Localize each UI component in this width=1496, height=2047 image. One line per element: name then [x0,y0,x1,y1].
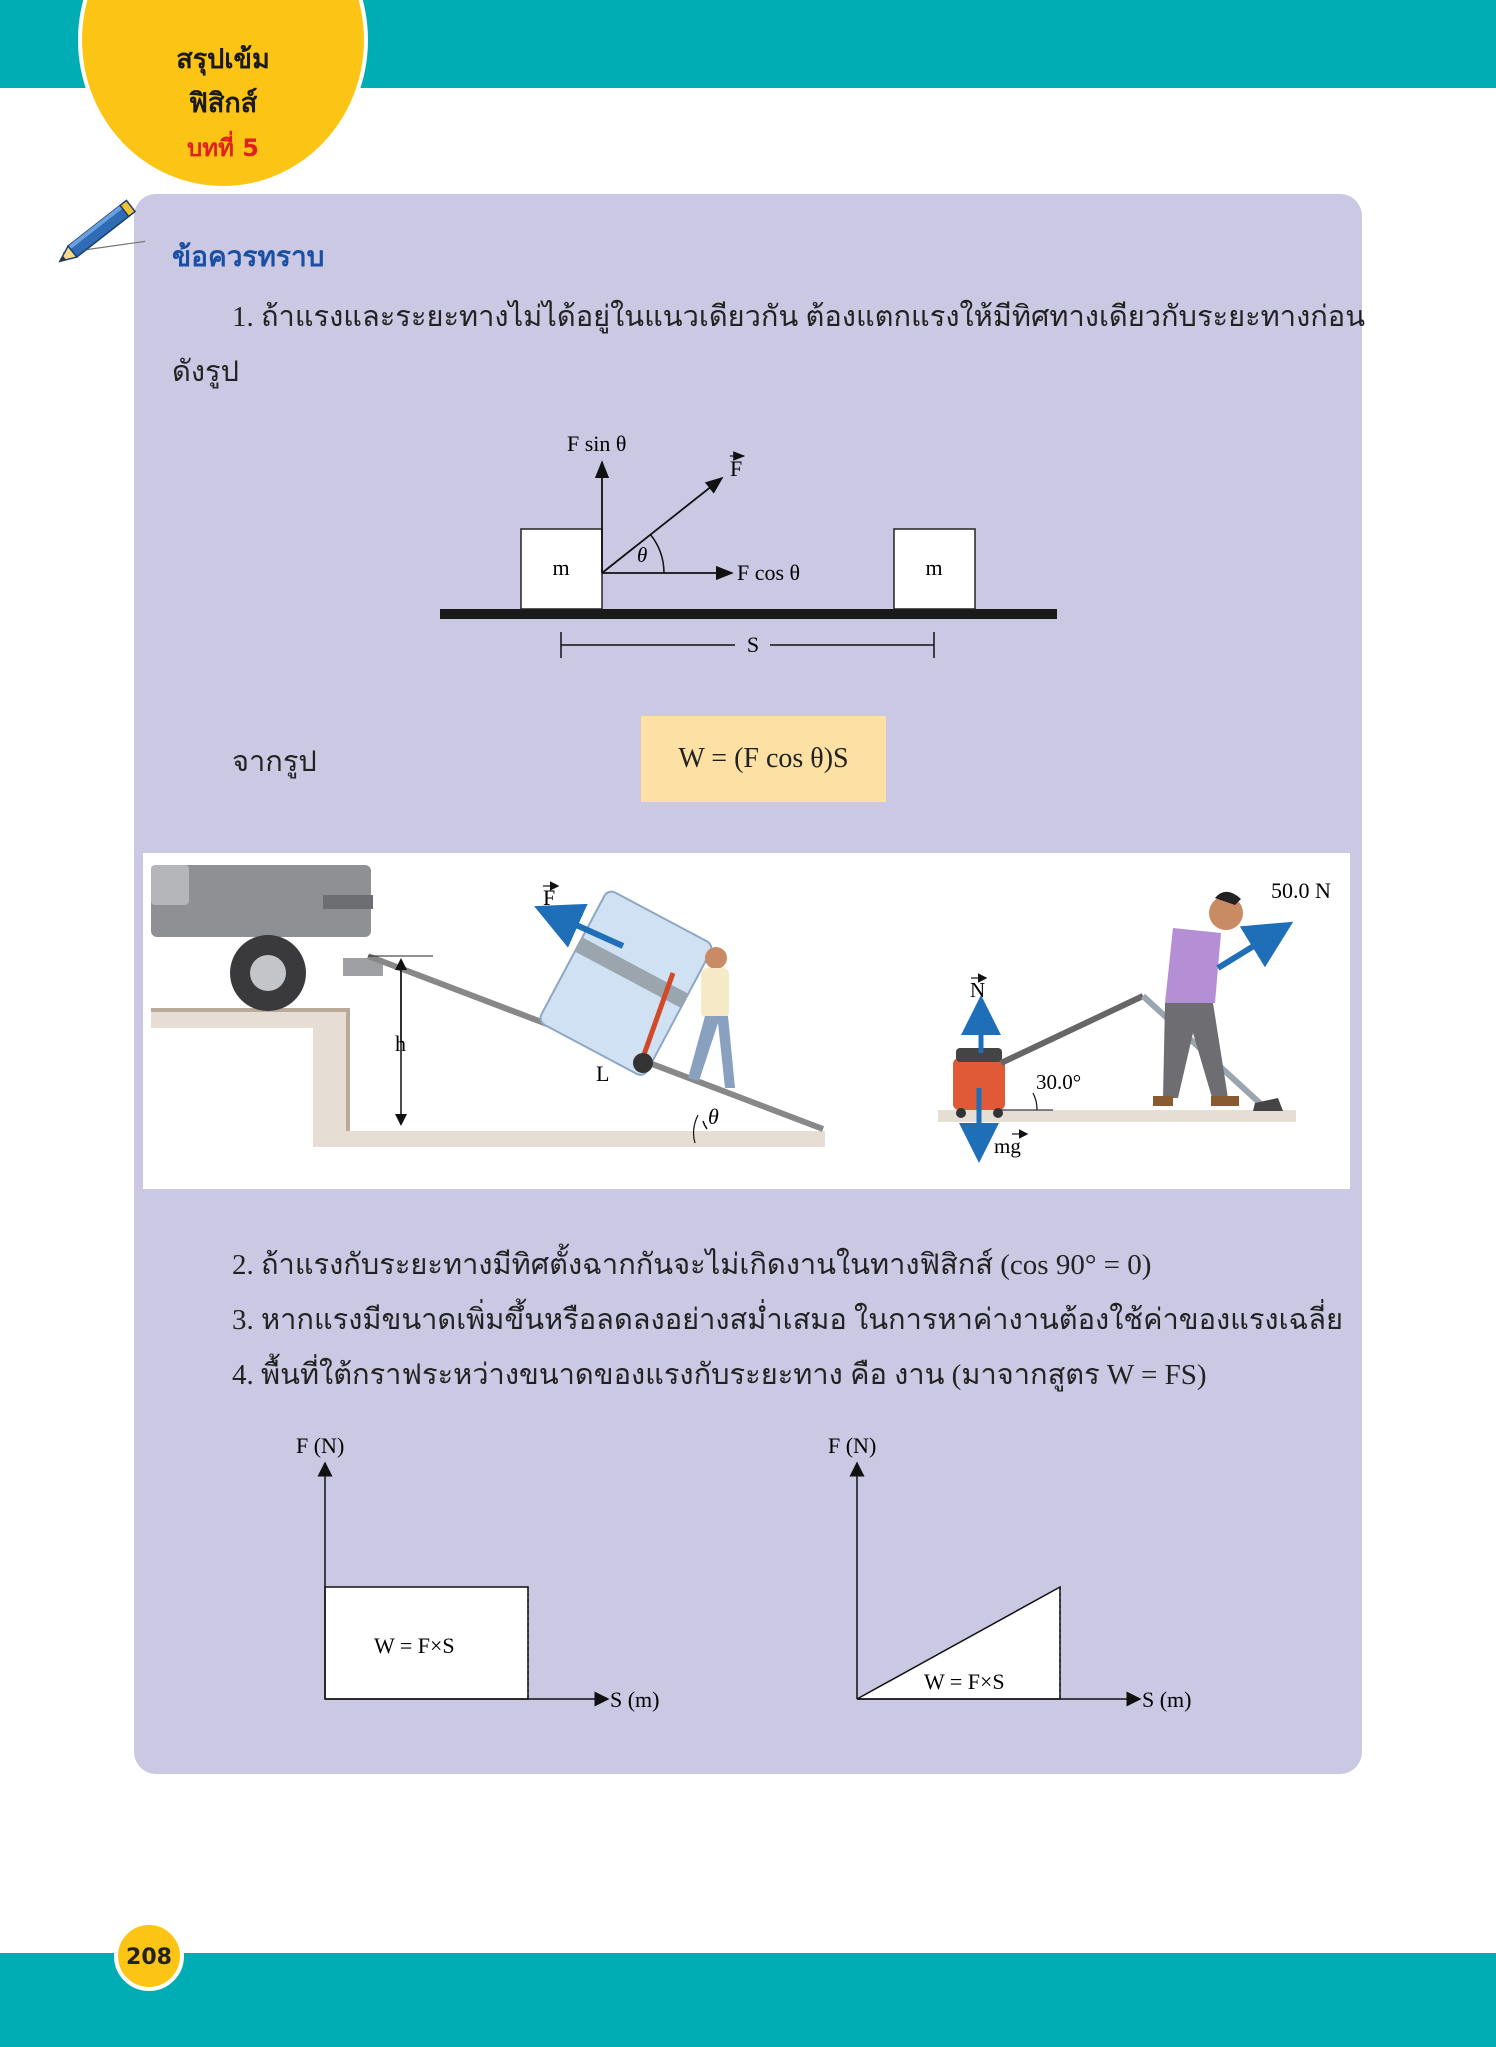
pickup-truck [151,865,383,1011]
point-1-line-2: ดังรูป [172,356,239,388]
y-axis-label: F (N) [296,1433,345,1458]
weight-label: mg [994,1134,1021,1158]
angle-arc [703,1121,707,1129]
mass-label-right: m [925,555,943,580]
force-label: F [543,885,556,910]
point-3: 3. หากแรงมีขนาดเพิ่มขึ้นหรือลดลงอย่างสม่ำเสมอ ในการหาค่างานต้องใช้ค่าของแรงเฉลี่ย [232,1304,1344,1336]
x-axis-label: S (m) [610,1687,660,1712]
graph-constant-force [290,1425,690,1725]
length-label: L [596,1061,610,1086]
work-formula-box [641,716,886,802]
y-axis-label: F (N) [828,1433,877,1458]
normal-label: N [970,978,986,1002]
page-number-badge [113,1920,185,1992]
graph-increasing-force [822,1425,1222,1725]
distance-label: S [746,632,760,657]
pull-force-label: 50.0 N [1271,878,1331,903]
chapter-badge-text [78,38,368,170]
page-number: 208 [126,1945,172,1970]
theta-arc [650,534,664,573]
mass-label-left: m [552,555,570,580]
angle-label: θ [708,1104,719,1129]
x-axis-label: S (m) [1142,1687,1192,1712]
theta-label: θ [637,543,648,567]
badge-chapter: บทที่ 5 [187,134,259,162]
work-formula: W = (F cos θ)S [678,743,849,774]
vacuum-hose [1001,996,1143,1063]
f-vector-label: F [730,456,743,481]
point-2: 2. ถ้าแรงกับระยะทางมีทิศตั้งฉากกันจะไม่เกิดงานในทางฟิสิกส์ (cos 90° = 0) [232,1249,1152,1281]
area-label: W = F×S [924,1669,1005,1694]
f-sin-label: F sin θ [567,431,627,456]
angle-30-arc [1033,1093,1037,1110]
area-label: W = F×S [374,1633,455,1658]
floor [938,1110,1296,1122]
point-1-line-1: 1. ถ้าแรงและระยะทางไม่ได้อยู่ในแนวเดียวกัน ต้องแตกแรงให้มีทิศทางเดียวกับระยะทางก่อน [232,301,1366,333]
badge-line-1: สรุปเข้ม [176,44,270,75]
force-component-diagram [430,420,1070,670]
point-4: 4. พื้นที่ใต้กราฟระหว่างขนาดของแรงกับระยะทาง คือ งาน (มาจากสูตร W = FS) [232,1359,1207,1391]
f-cos-label: F cos θ [737,560,801,585]
angle-30-label: 30.0° [1036,1070,1082,1094]
section-heading: ข้อควรทราบ [172,240,325,273]
badge-line-2: ฟิสิกส์ [188,88,258,119]
bottom-banner [0,1953,1496,2047]
work-illustration [143,853,1350,1189]
height-label: h [395,1031,406,1056]
ground-bar [440,609,1057,619]
from-figure-label: จากรูป [232,744,317,778]
pencil-icon [55,195,145,265]
pull-force-arrow [1218,928,1283,968]
